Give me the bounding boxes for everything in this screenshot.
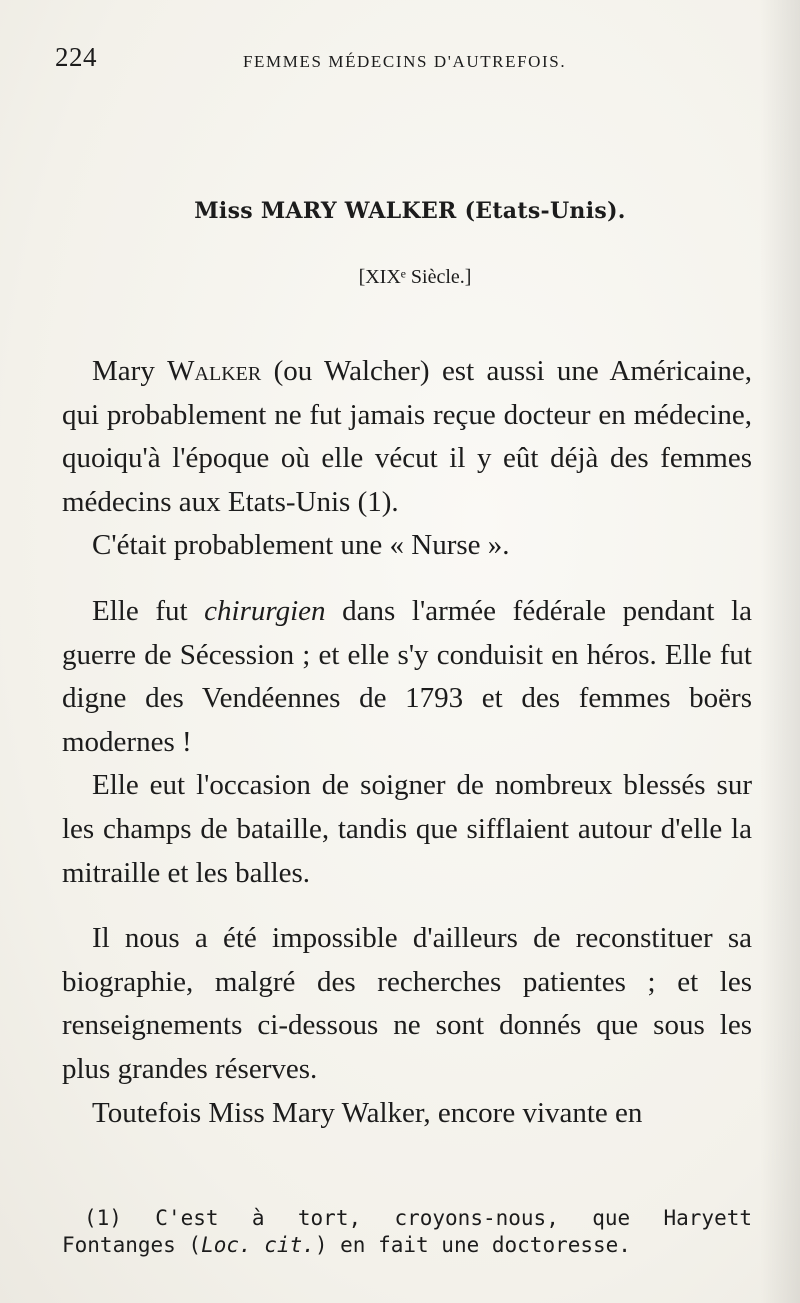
footnote-citation: Loc. cit. bbox=[201, 1233, 315, 1257]
footnote-text bbox=[62, 1205, 752, 1259]
italic-term: chirurgien bbox=[204, 594, 326, 627]
paragraph-3-start: Elle fut bbox=[92, 594, 205, 627]
paragraph-1-rest: (ou Walcher) est aussi une Américaine, qui probablement ne fut jamais reçue docteur en médecine, quoiqu'à l'époque où elle vécut il y eût déjà des femmes médecins aux Etats-Unis (1). bbox=[62, 355, 752, 518]
century-label: [XIXᵉ Siècle.] bbox=[358, 266, 472, 288]
paragraph-1 bbox=[62, 350, 752, 524]
surname-small-caps: Walker bbox=[167, 355, 262, 387]
running-head bbox=[55, 40, 760, 80]
paragraph-6: Toutefois Miss Mary Walker, encore vivante en bbox=[92, 1096, 643, 1129]
paragraph-1-start: Mary bbox=[92, 355, 168, 387]
chapter-title: Miss MARY WALKER (Etats-Unis). bbox=[194, 198, 626, 224]
paragraph-4: Elle eut l'occasion de soigner de nombreux blessés sur les champs de bataille, tandis que sifflaient autour d'elle la mitraille et les balles. bbox=[62, 769, 752, 889]
paragraph-3 bbox=[62, 590, 752, 764]
footnote-start: (1) C'est à tort, croyons-nous, que Haryett Fontanges ( bbox=[62, 1206, 752, 1257]
paragraph-5: Il nous a été impossible d'ailleurs de reconstituer sa biographie, malgré des recherches patientes ; et les renseignements ci-dessous ne sont donnés que sous les plus grandes réserves. bbox=[62, 922, 752, 1085]
paragraph-3-rest: dans l'armée fédérale pendant la guerre de Sécession ; et elle s'y conduisit en héros. Elle fut digne des Vendéennes de 1793 et des femmes boërs modernes ! bbox=[62, 594, 753, 758]
footnote bbox=[62, 1205, 752, 1259]
page-edge-shadow bbox=[760, 0, 800, 1303]
body-text bbox=[62, 350, 752, 1135]
page-number: 224 bbox=[55, 42, 97, 72]
paragraph-2: C'était probablement une « Nurse ». bbox=[92, 529, 510, 562]
running-title: FEMMES MÉDECINS D'AUTREFOIS. bbox=[243, 52, 567, 71]
footnote-end: ) en fait une doctoresse. bbox=[314, 1233, 631, 1257]
